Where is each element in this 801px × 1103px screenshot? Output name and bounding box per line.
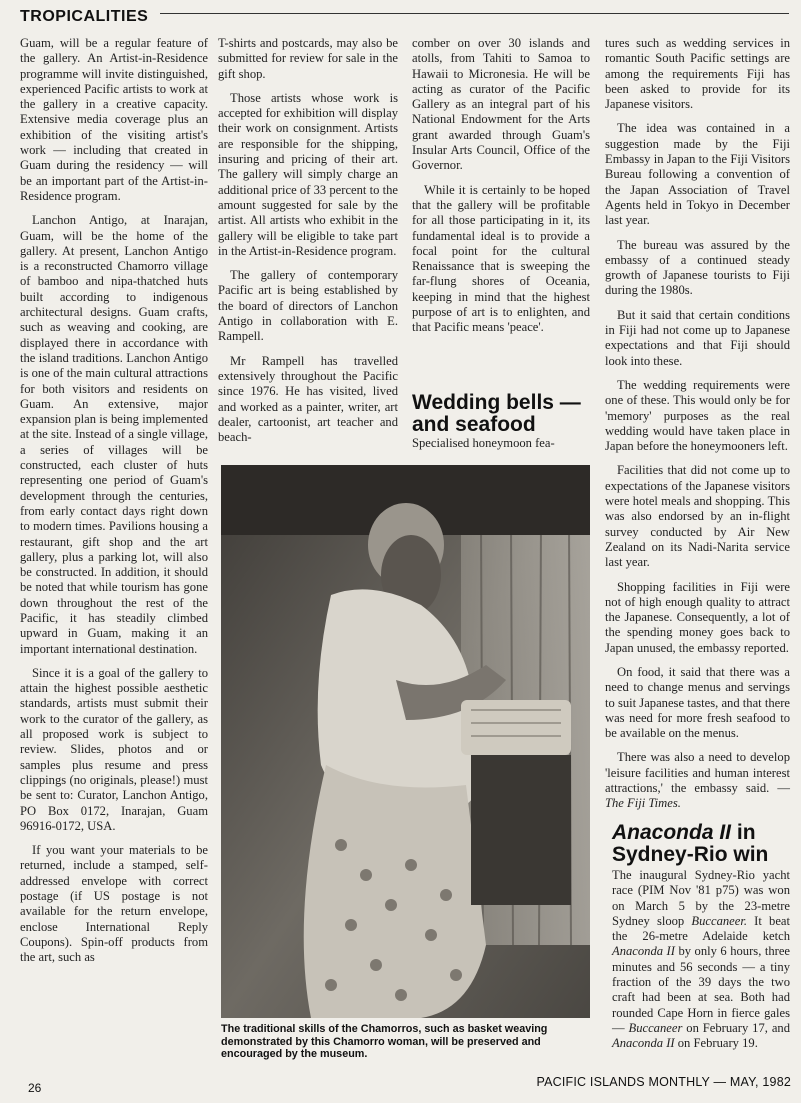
col4-last-text: There was also a need to develop 'leisure facilities and human interest attractions,' the embassy said. (605, 750, 790, 796)
wedding-headline: Wedding bells — and seafood (412, 391, 581, 436)
anaconda-paragraph (612, 868, 790, 1052)
column-1 (20, 36, 208, 975)
col4-paragraph: Shopping facilities in Fiji were not of high enough quality to attract the Japanese. Consequently, a lot of the spending money goes back to Japan unused, the embassy reported. (605, 579, 790, 655)
col2-paragraph: Those artists whose work is accepted for exhibition will display their work on consignment. Artists are responsible for the shipping, insuring and pricing of their art. The gallery will simply charge an additional price of 33 percent to the amount suggested for sale by the artist. All artists who exhibit in the gallery will be eligible to take part in the Artist-in-Residence program. (218, 90, 398, 258)
boat-name: Anaconda II (612, 944, 675, 959)
col1-paragraph: If you want your materials to be returned, include a stamped, self-addressed envelope with correct postage (if US postage is not available for the return envelope, enclose International Reply Coupons). Spin-off products from the art, such as (20, 843, 208, 965)
boat-name: Buccaneer. (691, 913, 748, 928)
col3-paragraph: comber on over 30 islands and atolls, from Tahiti to Samoa to Hawaii to Micronesia. He will be acting as curator of the Pacific Gallery as an integral part of his National Endowment for the Arts grant awarded through Guam's Insular Arts Council, Office of the Governor. (412, 36, 590, 173)
column-2 (218, 36, 398, 454)
anaconda-headline-rest: in Sydney-Rio win (612, 821, 769, 866)
wedding-deck: Specialised honeymoon fea- (412, 436, 555, 450)
page-number: 26 (28, 1081, 42, 1095)
col2-paragraph: Mr Rampell has travelled extensively throughout the Pacific since 1976. He has visited, lived and worked as a painter, writer, art dealer, cartoonist, art teacher and beach- (218, 353, 398, 445)
anaconda-text-part: by only 6 hours, three minutes and 56 seconds — a tiny fraction of the 39 days the two craft had been at sea. Both had rounded Cape Horn in fierce gales — (612, 944, 790, 1035)
column-3 (412, 36, 590, 345)
anaconda-headline (612, 822, 792, 866)
boat-name: Buccaneer (628, 1020, 683, 1035)
col4-paragraph: The wedding requirements were one of these. This would only be for 'memory' purposes as the real wedding would have taken place in Japan before the honeymooners left. (605, 377, 790, 454)
publication-footer: PACIFIC ISLANDS MONTHLY — MAY, 1982 (536, 1075, 791, 1089)
attribution-dash: — (777, 781, 790, 796)
anaconda-text-part: The inaugural Sydney-Rio yacht race (PIM Nov '81 p75) was won on March 5 by the 23-metre Sydney sloop (612, 868, 790, 928)
col2-paragraph: The gallery of contemporary Pacific art is being established by the board of directors of Lanchon Antigo in collaboration with E. Rampell. (218, 268, 398, 344)
source-attribution: The Fiji Times. (605, 796, 681, 811)
col2-paragraph: T-shirts and postcards, may also be submitted for review for sale in the gift shop. (218, 36, 398, 81)
col4-paragraph: tures such as wedding services in romantic South Pacific settings are among the requirements Fiji has been asked to provide for its Japanese visitors. (605, 36, 790, 112)
col4-paragraph: The bureau was assured by the embassy of a continued steady growth of Japanese tourists to Fiji during the 1980s. (605, 237, 790, 298)
col1-paragraph: Guam, will be a regular feature of the gallery. An Artist-in-Residence programme will invite distinguished, experienced Pacific artists to work at the gallery in a creative capacity. Extensive media coverage plus an exhibition of the visiting artist's work — including that created in Guam during the residency — will be an important part of the Artist-in-Residence program. (20, 36, 208, 203)
col3-paragraph: While it is certainly to be hoped that the gallery will be profitable for all those participating in it, its fundamental ideal is to provide a focal point for the cultural Renaissance that is sweeping the far-flung shores of Oceania, keeping in mind that the highest purpose of art is to enlighten, and that Pacific means 'peace'. (412, 182, 590, 335)
photo-caption: The traditional skills of the Chamorros, such as basket weaving demonstrated by this Chamorro woman, will be preserved and encouraged by the museum. (221, 1023, 548, 1060)
col4-paragraph: On food, it said that there was a need to change menus and servings to suit Japanese tastes, and that there was need for more fresh seafood to be available on the menus. (605, 664, 791, 741)
col1-paragraph: Lanchon Antigo, at Inarajan, Guam, will be the home of the gallery. At present, Lanchon Antigo is a reconstructed Chamorro village of bamboo and nipa-thatched huts built according to indigenous architectural designs. Guam crafts, such as weaving and cooking, are displayed there in accordance with the island traditions. Lanchon Antigo is one of the main cultural attractions for both visitors and residents on Guam. An extensive, major expansion plan is being implemented at the site. Instead of a single village, a series of villages will be constructed, each cluster of huts representing one period of Guam's development through the centuries, from early contact days right down to modern times. Pavilions housing a restaurant, gift shop and the art gallery, plus a parking lot, will also be constructed. In addition, it should be noted that while tourism has gone down throughout the rest of the Pacific, it has steadily climbed upward in Guam, making it an important international destination. (20, 213, 208, 656)
col4-paragraph: The idea was contained in a suggestion made by the Fiji Embassy in Japan to the Fiji Visitors Bureau following a convention of the Japan Association of Travel Agents held in Tokyo in December last year. (605, 121, 790, 228)
anaconda-text-part: on February 17, and (682, 1020, 790, 1035)
column-4 (605, 36, 790, 821)
col1-paragraph: Since it is a goal of the gallery to attain the highest possible aesthetic standards, artists must submit their work to the curator of the gallery, as all proposed work is subject to review. Slides, photos and or samples plus resume and press clippings (no originals, please!) must be sent to: Curator, Lanchon Antigo, PO Box 0172, Inarajan, Guam 96916-0172, USA. (20, 665, 208, 833)
anaconda-headline-italic: Anaconda II (612, 821, 732, 844)
boat-name: Anaconda II (612, 1036, 675, 1051)
col4-paragraph: Facilities that did not come up to expectations of the Japanese visitors were hotel meals and shopping. This was also endorsed by an in-flight survey conducted by Air New Zealand on its Nadi-Narita service last year. (605, 463, 790, 570)
chamorro-basket-weaving-photo (221, 465, 590, 1018)
anaconda-article-body (612, 868, 790, 1061)
section-label: TROPICALITIES (20, 8, 149, 25)
col4-paragraph: But it said that certain conditions in Fiji had not come up to Japanese expectations and that Fiji should look into these. (605, 307, 790, 368)
header-rule (160, 13, 789, 14)
anaconda-text-part: It beat the 26-metre Adelaide ketch (612, 913, 791, 944)
photo-illustration (221, 465, 590, 1018)
col4-paragraph-last (605, 750, 790, 811)
anaconda-text-part: on February 19. (674, 1036, 758, 1051)
